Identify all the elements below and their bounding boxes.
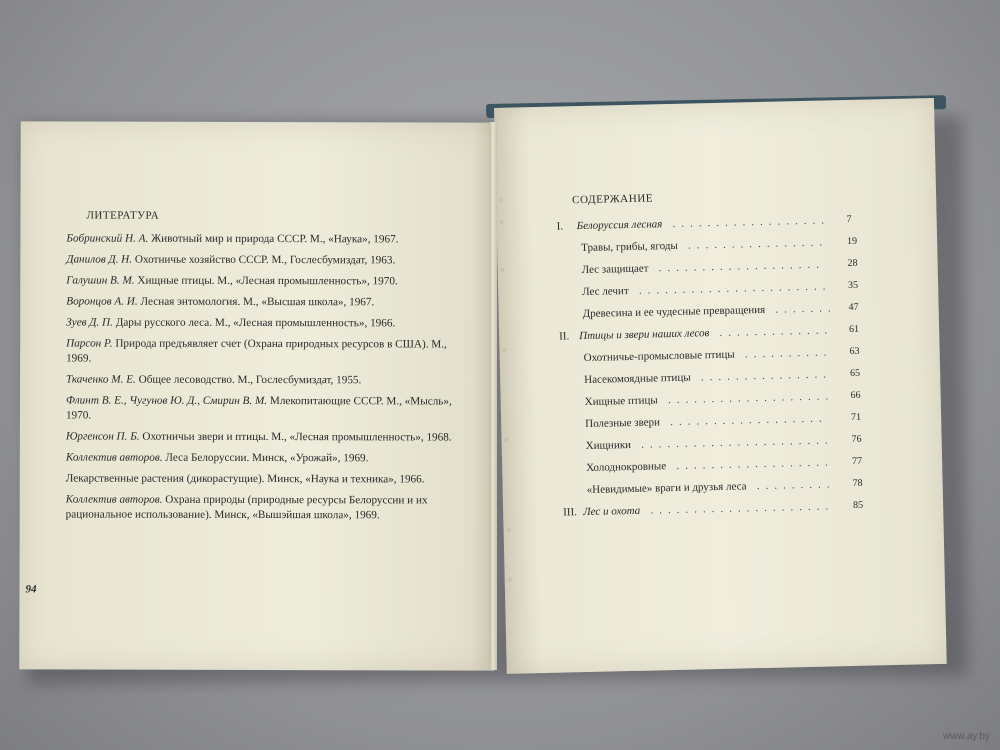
reference-author: Коллектив авторов. bbox=[65, 493, 163, 506]
watermark: www.ay.by bbox=[942, 731, 990, 742]
right-page bbox=[494, 98, 947, 674]
toc-page-number: 76 bbox=[851, 433, 862, 445]
toc-entry-label: «Невидимые» враги и друзья леса bbox=[586, 480, 747, 496]
reference-text: Общее лесоводство. М., Гослесбумиздат, 1955. bbox=[135, 373, 362, 387]
reference-item bbox=[66, 231, 461, 247]
reference-author: Данилов Д. Н. bbox=[66, 253, 133, 266]
toc-page-number: 66 bbox=[850, 389, 861, 401]
toc-dot-leader: ....... bbox=[775, 302, 837, 316]
toc-entry-label: Лес защищает bbox=[581, 262, 649, 277]
toc-entry-label: Белоруссия лесная bbox=[576, 218, 663, 233]
toc-entry-label: Птицы и звери наших лесов bbox=[579, 327, 710, 343]
toc-dot-leader: ............. bbox=[719, 324, 834, 339]
reference-item bbox=[66, 372, 461, 388]
toc-entry-label: Полезные звери bbox=[585, 416, 661, 431]
reference-text: Дары русского леса. М., «Лесная промышленность», 1966. bbox=[112, 316, 396, 330]
toc-entry-label: Древесина и ее чудесные превращения bbox=[582, 303, 766, 321]
page-number: 94 bbox=[25, 583, 37, 596]
toc-dot-leader: .................. bbox=[670, 412, 828, 429]
reference-item bbox=[66, 429, 461, 445]
toc-dot-leader: .................. bbox=[672, 214, 831, 230]
toc-section-number: III. bbox=[563, 506, 578, 519]
reference-author: Воронцов А. И. bbox=[66, 295, 138, 308]
reference-author: Коллектив авторов. bbox=[65, 451, 163, 464]
toc-dot-leader: ................... bbox=[658, 258, 826, 275]
reference-text: Хищные птицы. М., «Лесная промышленность», 1970. bbox=[134, 274, 398, 288]
reference-text: Охрана природы (природные ресурсы Белоруссии и их рациональное использование). Минск, «Вышэйшая школа», 1969. bbox=[65, 493, 428, 522]
reference-text: Охотничье хозяйство СССР. М., Гослесбумиздат, 1963. bbox=[132, 253, 396, 267]
reference-author: Галушин В. М. bbox=[66, 274, 135, 287]
book-spine bbox=[489, 122, 497, 670]
reference-item bbox=[66, 252, 461, 268]
reference-author: Бобринский Н. А. bbox=[66, 232, 149, 245]
toc-page-number: 71 bbox=[850, 411, 862, 423]
toc-entry-label: Лес лечит bbox=[582, 284, 629, 299]
toc-page-number: 19 bbox=[846, 235, 858, 248]
toc-page-number: 63 bbox=[849, 345, 860, 357]
reference-item bbox=[66, 273, 461, 289]
reference-text: Животный мир и природа СССР. М., «Наука», 1967. bbox=[148, 232, 399, 246]
toc-entry-label: Хищники bbox=[585, 438, 632, 453]
contents-heading: СОДЕРЖАНИЕ bbox=[571, 192, 654, 207]
toc-page-number: 78 bbox=[852, 477, 863, 489]
reference-item bbox=[66, 294, 461, 310]
toc-dot-leader: ................ bbox=[687, 236, 829, 252]
reference-text: Млекопитающие СССР. М., «Мысль», 1970. bbox=[65, 395, 452, 422]
toc-entry-label: Охотничье-промысловые птицы bbox=[583, 348, 735, 365]
reference-list bbox=[66, 231, 462, 529]
toc-dot-leader: .................. bbox=[676, 456, 834, 472]
reference-item bbox=[66, 393, 461, 424]
toc-dot-leader: .......... bbox=[744, 346, 833, 361]
toc-dot-leader: ...................... bbox=[638, 280, 832, 297]
reference-text: Леса Белоруссии. Минск, «Урожай», 1969. bbox=[162, 451, 369, 465]
reference-item bbox=[66, 336, 461, 367]
reference-author: Юргенсон П. Б. bbox=[65, 430, 140, 443]
toc-entry-label: Травы, грибы, ягоды bbox=[581, 239, 678, 255]
toc-page-number: 35 bbox=[847, 279, 859, 292]
toc-page-number: 28 bbox=[847, 257, 858, 270]
toc-page-number: 77 bbox=[851, 455, 863, 467]
reference-item bbox=[66, 315, 461, 331]
reference-author: Парсон Р. bbox=[66, 337, 113, 350]
toc-dot-leader: ............... bbox=[700, 368, 833, 384]
toc-page-number: 47 bbox=[848, 301, 859, 314]
toc-dot-leader: ................... bbox=[667, 390, 835, 407]
reference-author: Ткаченко М. Е. bbox=[66, 373, 136, 386]
literature-heading: ЛИТЕРАТУРА bbox=[86, 209, 160, 222]
toc-page-number: 61 bbox=[848, 323, 860, 335]
reference-text: Лесная энтомология. М., «Высшая школа», 1967. bbox=[137, 295, 375, 309]
reference-item bbox=[66, 492, 461, 523]
reference-author: Флинт В. Е., Чугунов Ю. Д., Смирин В. М. bbox=[65, 394, 268, 408]
reference-item bbox=[66, 450, 461, 466]
toc-dot-leader: ..................... bbox=[650, 500, 835, 517]
table-of-contents bbox=[557, 214, 874, 529]
left-page bbox=[19, 121, 495, 670]
toc-entry-label: Хищные птицы bbox=[584, 394, 658, 409]
toc-dot-leader: ...................... bbox=[641, 434, 834, 451]
reference-text: Природа предъявляет счет (Охрана природных ресурсов в США). М., 1969. bbox=[66, 337, 447, 365]
toc-entry-label: Лес и охота bbox=[583, 504, 641, 519]
toc-page-number: 85 bbox=[852, 499, 864, 511]
reference-item bbox=[66, 471, 461, 487]
reference-text: Лекарственные растения (дикорастущие). Минск, «Наука и техника», 1966. bbox=[65, 472, 425, 486]
toc-section-number: I. bbox=[556, 220, 564, 233]
toc-page-number: 65 bbox=[849, 367, 861, 379]
toc-section-number: II. bbox=[559, 330, 570, 343]
reference-text: Охотничьи звери и птицы. М., «Лесная промышленность», 1968. bbox=[139, 430, 452, 444]
toc-dot-leader: ......... bbox=[756, 478, 836, 493]
toc-entry-label: Холоднокровные bbox=[586, 460, 667, 474]
reference-author: Зуев Д. П. bbox=[66, 316, 113, 329]
toc-entry-label: Насекомоядные птицы bbox=[584, 371, 691, 387]
toc-page-number: 7 bbox=[846, 213, 852, 226]
